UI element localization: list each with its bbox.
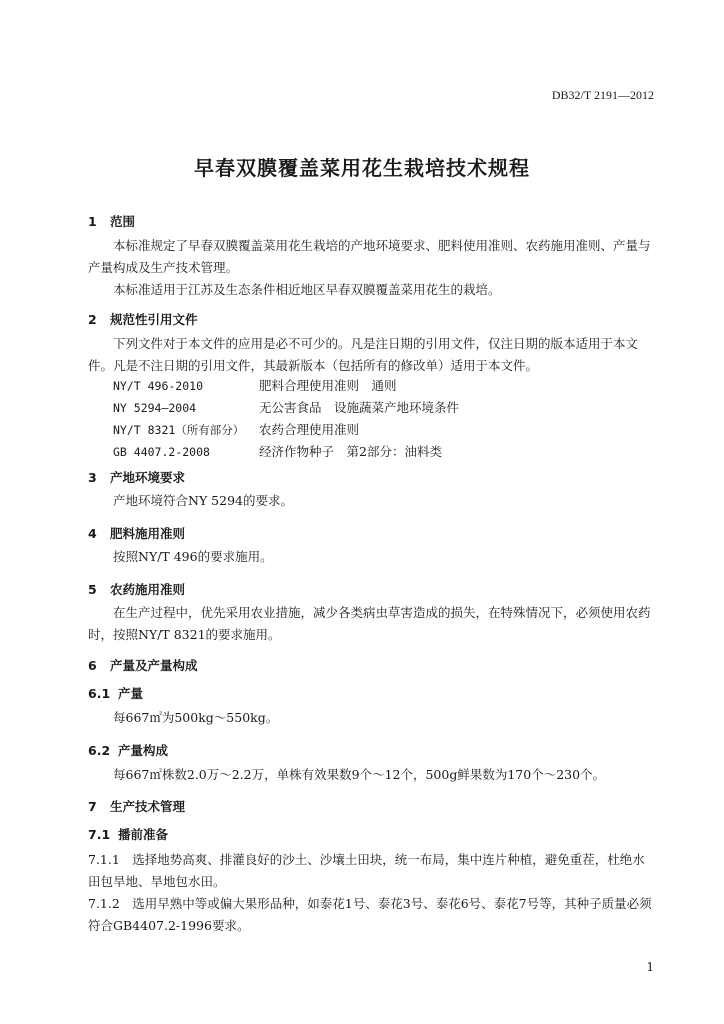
paragraph: 每667㎡株数2.0万～2.2万，单株有效果数9个～12个，500g鲜果数为170个～230个。: [113, 767, 606, 782]
document-title: 早春双膜覆盖菜用花生栽培技术规程: [194, 156, 530, 180]
section-title: 肥料施用准则: [110, 526, 186, 541]
section-number: 7: [88, 799, 97, 814]
clause-paragraph: 7.1.1 选择地势高爽、排灌良好的沙土、沙壤土田块，统一布局，集中连片种植，避免重茬，杜绝水田包旱地、旱地包水田。: [88, 852, 645, 889]
section-heading: [88, 580, 185, 598]
section-title: 范围: [110, 214, 136, 229]
reference-item: GB 4407.2-2008 经济作物种子 第2部分：油料类: [113, 444, 442, 459]
section-number: 6.1: [88, 686, 111, 701]
section-number: 2: [88, 312, 97, 327]
section-title: 产量及产量构成: [110, 658, 198, 673]
section-number: 6: [88, 658, 97, 673]
section-title: 规范性引用文件: [110, 312, 198, 327]
paragraph: 本标准适用于江苏及生态条件相近地区早春双膜覆盖菜用花生的栽培。: [113, 282, 501, 297]
section-title: 生产技术管理: [110, 799, 186, 814]
section-heading: [88, 656, 198, 674]
section-heading: [88, 468, 185, 486]
paragraph: 在生产过程中，优先采用农业措施，减少各类病虫草害造成的损失，在特殊情况下，必须使用农药时，按照NY/T 8321的要求施用。: [88, 605, 651, 642]
section-title: 产量构成: [118, 743, 169, 758]
section-title: 产地环境要求: [110, 470, 186, 485]
page-number: 1: [646, 960, 654, 974]
reference-item: NY/T 496-2010 肥料合理使用准则 通则: [113, 378, 397, 393]
section-heading: [88, 797, 185, 815]
clause-paragraph: 7.1.2 选用早熟中等或偏大果形品种，如泰花1号、泰花3号、泰花6号、泰花7号等，其种子质量必须符合GB4407.2-1996要求。: [88, 896, 652, 933]
paragraph: 下列文件对于本文件的应用是必不可少的。凡是注日期的引用文件，仅注日期的版本适用于本文件。凡是不注日期的引用文件，其最新版本（包括所有的修改单）适用于本文件。: [88, 336, 639, 373]
paragraph: 产地环境符合NY 5294的要求。: [113, 493, 293, 508]
section-title: 产量: [118, 686, 144, 701]
section-number: 5: [88, 582, 97, 597]
section-number: 4: [88, 526, 97, 541]
subsection-heading: [88, 825, 168, 843]
section-heading: [88, 524, 185, 542]
paragraph: 按照NY/T 496的要求施用。: [113, 549, 273, 564]
section-title: 农药施用准则: [110, 582, 186, 597]
section-number: 7.1: [88, 827, 111, 842]
reference-item: NY 5294—2004 无公害食品 设施蔬菜产地环境条件: [113, 400, 460, 415]
paragraph: 每667㎡为500kg～550kg。: [113, 710, 279, 725]
paragraph: 本标准规定了早春双膜覆盖菜用花生栽培的产地环境要求、肥料使用准则、农药施用准则、产量与产量构成及生产技术管理。: [88, 238, 651, 275]
section-number: 6.2: [88, 743, 111, 758]
subsection-heading: [88, 741, 168, 759]
section-heading: [88, 310, 198, 328]
section-heading: [88, 212, 135, 230]
reference-item: NY/T 8321（所有部分） 农药合理使用准则: [113, 422, 360, 437]
standard-code: DB32/T 2191—2012: [551, 88, 654, 102]
subsection-heading: [88, 684, 143, 702]
section-number: 3: [88, 470, 97, 485]
section-number: 1: [88, 214, 97, 229]
section-title: 播前准备: [118, 827, 169, 842]
